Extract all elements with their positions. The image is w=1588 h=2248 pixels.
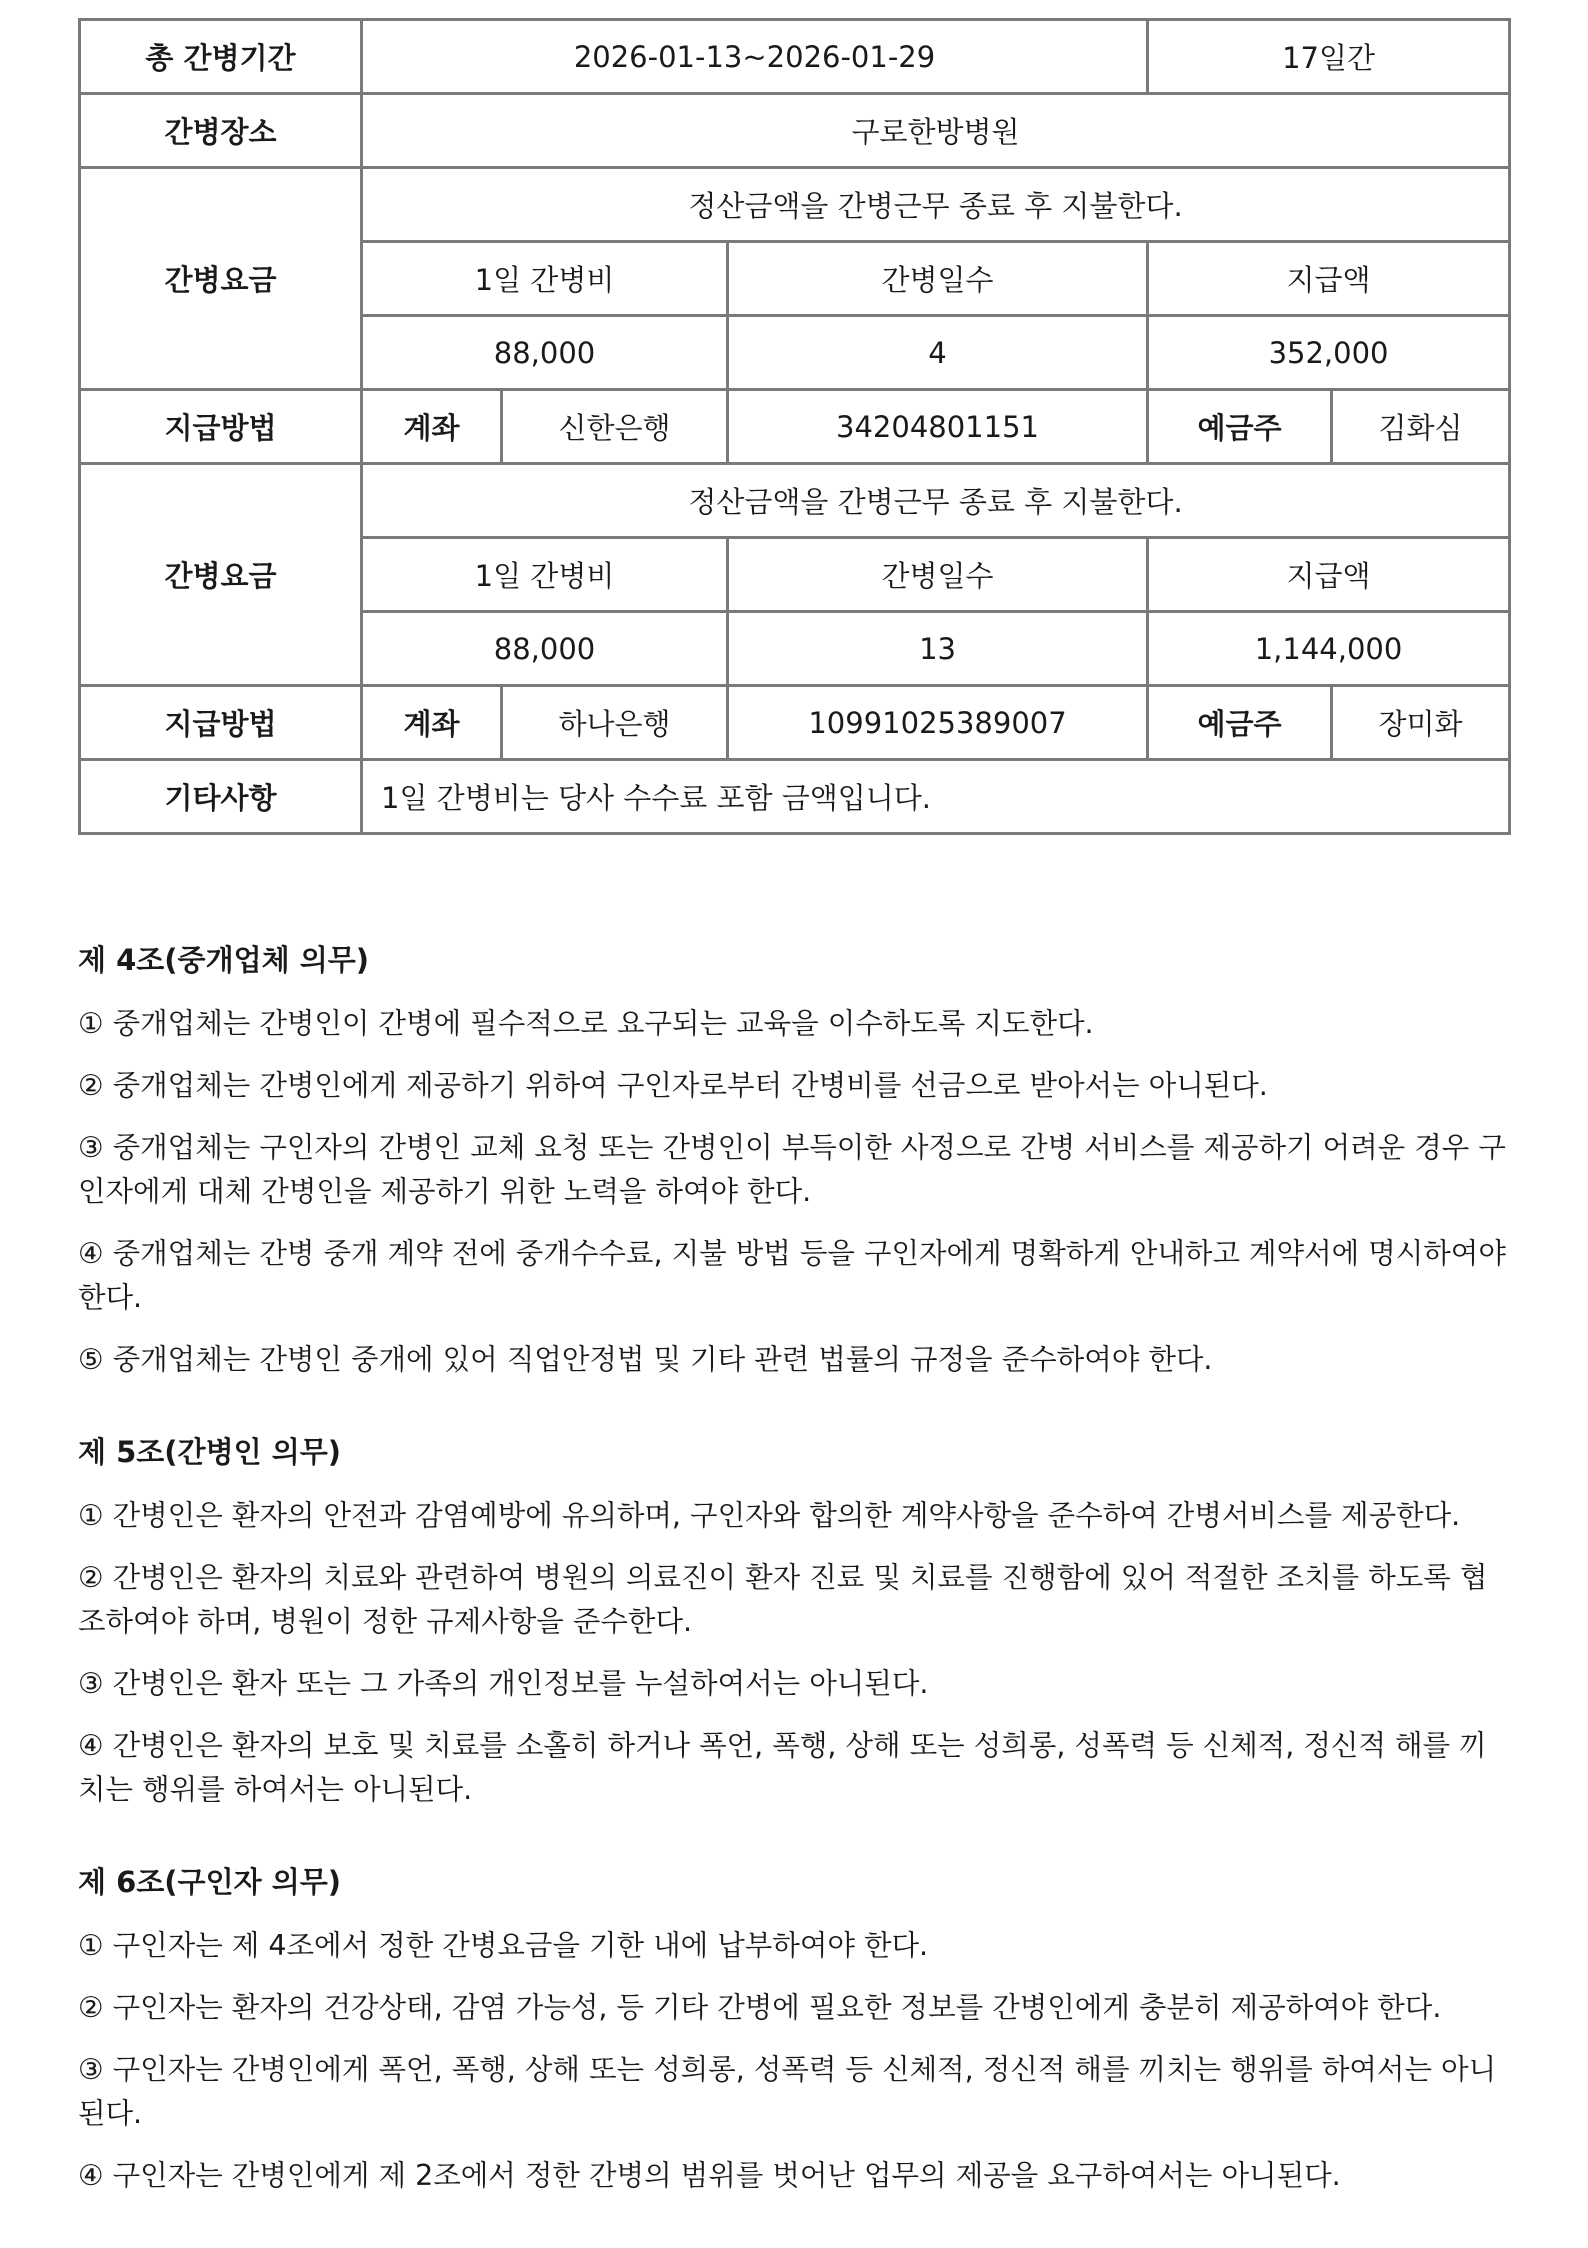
account-number: 34204801151 xyxy=(728,390,1148,464)
amount-value: 1,144,000 xyxy=(1148,612,1510,686)
contract-articles xyxy=(78,940,1510,2248)
amount-header: 지급액 xyxy=(1148,538,1510,612)
article-clause: ① 구인자는 제 4조에서 정한 간병요금을 기한 내에 납부하여야 한다. xyxy=(78,1929,929,1962)
article-4 xyxy=(78,940,1510,1382)
holder-name: 김화심 xyxy=(1332,390,1510,464)
article-title: 제 6조(구인자 의무) xyxy=(78,1865,341,1899)
article-6 xyxy=(78,1862,1510,2198)
article-title: 제 5조(간병인 의무) xyxy=(78,1435,341,1469)
article-clause: ④ 구인자는 간병인에게 제 2조에서 정한 간병의 범위를 벗어난 업무의 제공을 요구하여서는 아니된다. xyxy=(78,2159,1341,2192)
days-header: 간병일수 xyxy=(728,538,1148,612)
article-clause: ② 구인자는 환자의 건강상태, 감염 가능성, 등 기타 간병에 필요한 정보를 간병인에게 충분히 제공하여야 한다. xyxy=(78,1991,1442,2024)
bank-name: 하나은행 xyxy=(502,686,728,760)
article-title: 제 4조(중개업체 의무) xyxy=(78,943,369,977)
fee-note-row xyxy=(80,168,1510,242)
other-label: 기타사항 xyxy=(80,760,362,834)
place-row xyxy=(80,94,1510,168)
article-clause: ② 간병인은 환자의 치료와 관련하여 병원의 의료진이 환자 진료 및 치료를 진행함에 있어 적절한 조치를 하도록 협조하여야 하며, 병원이 정한 규제사항을 준수한다. xyxy=(78,1561,1488,1638)
days-value: 13 xyxy=(728,612,1148,686)
days-value: 4 xyxy=(728,316,1148,390)
account-number: 10991025389007 xyxy=(728,686,1148,760)
amount-value: 352,000 xyxy=(1148,316,1510,390)
payment-type: 계좌 xyxy=(362,686,502,760)
fee-note: 정산금액을 간병근무 종료 후 지불한다. xyxy=(362,168,1510,242)
period-range: 2026-01-13~2026-01-29 xyxy=(362,20,1148,94)
article-clause: ④ 간병인은 환자의 보호 및 치료를 소홀히 하거나 폭언, 폭행, 상해 또는 성희롱, 성폭력 등 신체적, 정신적 해를 끼치는 행위를 하여서는 아니된다. xyxy=(78,1729,1487,1806)
holder-name: 장미화 xyxy=(1332,686,1510,760)
holder-label: 예금주 xyxy=(1148,686,1332,760)
other-row xyxy=(80,760,1510,834)
payment-label: 지급방법 xyxy=(80,390,362,464)
fee-label: 간병요금 xyxy=(80,168,362,390)
fee-note: 정산금액을 간병근무 종료 후 지불한다. xyxy=(362,464,1510,538)
period-days: 17일간 xyxy=(1148,20,1510,94)
period-label: 총 간병기간 xyxy=(80,20,362,94)
period-row xyxy=(80,20,1510,94)
bank-name: 신한은행 xyxy=(502,390,728,464)
article-clause: ③ 구인자는 간병인에게 폭언, 폭행, 상해 또는 성희롱, 성폭력 등 신체적, 정신적 해를 끼치는 행위를 하여서는 아니된다. xyxy=(78,2053,1497,2130)
daily-fee-value: 88,000 xyxy=(362,316,728,390)
article-clause: ③ 중개업체는 구인자의 간병인 교체 요청 또는 간병인이 부득이한 사정으로 간병 서비스를 제공하기 어려운 경우 구인자에게 대체 간병인을 제공하기 위한 노력을 하여야 한다. xyxy=(78,1131,1506,1208)
payment-label: 지급방법 xyxy=(80,686,362,760)
other-value: 1일 간병비는 당사 수수료 포함 금액입니다. xyxy=(362,760,1510,834)
article-clause: ⑤ 중개업체는 간병인 중개에 있어 직업안정법 및 기타 관련 법률의 규정을 준수하여야 한다. xyxy=(78,1343,1213,1376)
payment-type: 계좌 xyxy=(362,390,502,464)
article-clause: ① 간병인은 환자의 안전과 감염예방에 유의하며, 구인자와 합의한 계약사항을 준수하여 간병서비스를 제공한다. xyxy=(78,1499,1461,1532)
daily-fee-header: 1일 간병비 xyxy=(362,242,728,316)
fee-label: 간병요금 xyxy=(80,464,362,686)
holder-label: 예금주 xyxy=(1148,390,1332,464)
daily-fee-header: 1일 간병비 xyxy=(362,538,728,612)
daily-fee-value: 88,000 xyxy=(362,612,728,686)
payment-row xyxy=(80,390,1510,464)
care-contract-table xyxy=(78,18,1511,835)
place-value: 구로한방병원 xyxy=(362,94,1510,168)
article-clause: ③ 간병인은 환자 또는 그 가족의 개인정보를 누설하여서는 아니된다. xyxy=(78,1667,929,1700)
article-clause: ① 중개업체는 간병인이 간병에 필수적으로 요구되는 교육을 이수하도록 지도한다. xyxy=(78,1007,1094,1040)
amount-header: 지급액 xyxy=(1148,242,1510,316)
article-5 xyxy=(78,1432,1510,1812)
article-clause: ④ 중개업체는 간병 중개 계약 전에 중개수수료, 지불 방법 등을 구인자에게 명확하게 안내하고 계약서에 명시하여야 한다. xyxy=(78,1237,1506,1314)
fee-note-row xyxy=(80,464,1510,538)
place-label: 간병장소 xyxy=(80,94,362,168)
article-clause: ② 중개업체는 간병인에게 제공하기 위하여 구인자로부터 간병비를 선금으로 받아서는 아니된다. xyxy=(78,1069,1268,1102)
payment-row xyxy=(80,686,1510,760)
days-header: 간병일수 xyxy=(728,242,1148,316)
